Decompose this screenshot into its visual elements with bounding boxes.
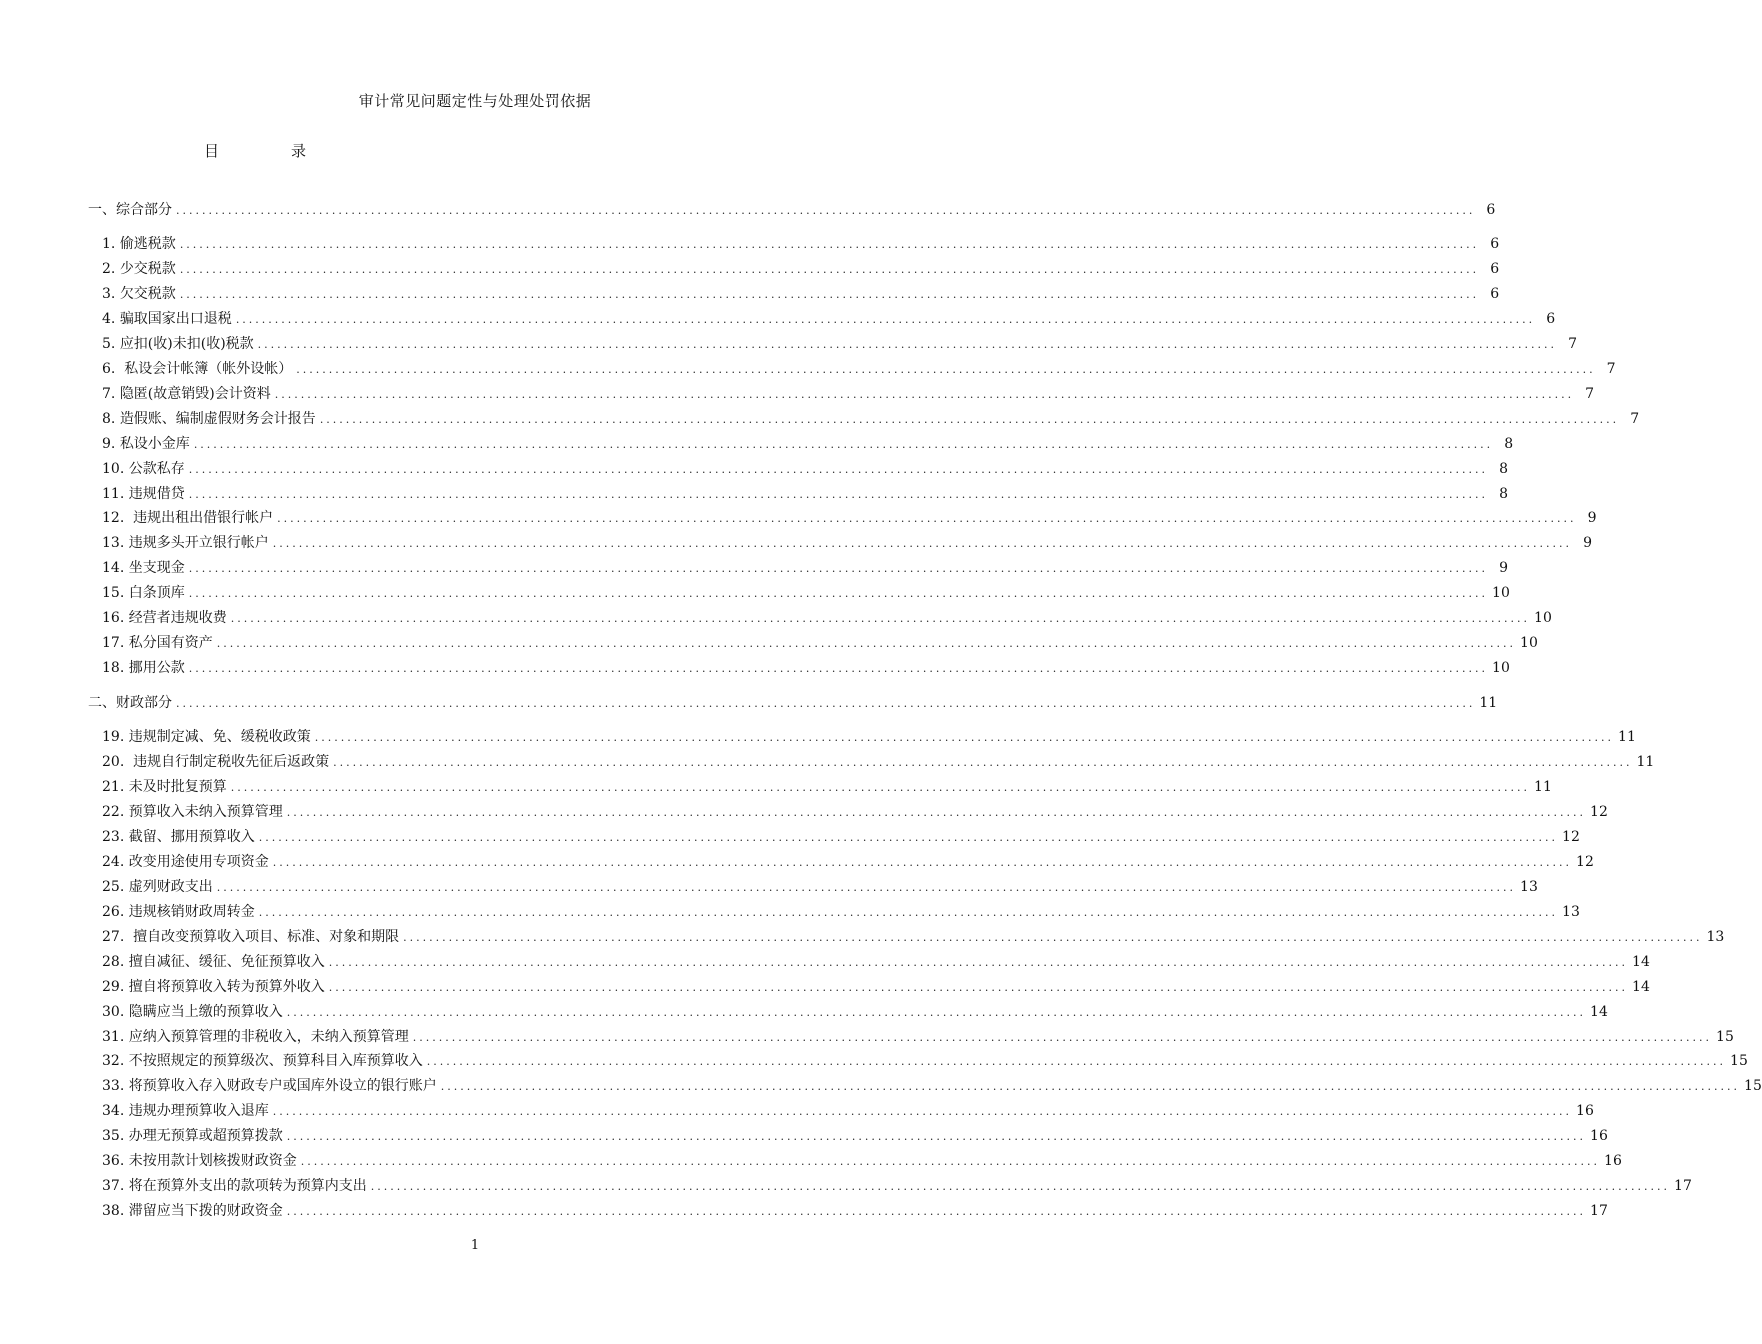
toc-entry-page: 11: [1618, 729, 1636, 746]
toc-leader-dots: ........................................................................................................................................................................................................: [328, 980, 1629, 994]
toc-entry-label: 滞留应当下拨的财政资金: [128, 1203, 283, 1220]
toc-entry-page: 16: [1576, 1103, 1594, 1120]
toc-entry-number: 20.: [102, 754, 134, 771]
toc-item-row[interactable]: [102, 977, 1650, 997]
toc-heading-char-1: 目: [204, 142, 220, 160]
toc-entry-number: 13.: [102, 535, 129, 552]
toc-entry-label: 不按照规定的预算级次、预算科目入库预算收入: [128, 1053, 423, 1070]
toc-item-row[interactable]: [102, 1051, 1748, 1071]
toc-entry-number: 5.: [102, 335, 120, 352]
toc-leader-dots: ........................................................................................................................................................................................................: [319, 412, 1620, 426]
toc-leader-dots: ........................................................................................................................................................................................................: [274, 387, 1575, 401]
toc-item-row[interactable]: [102, 359, 1616, 379]
toc-entry-label: 截留、挪用预算收入: [128, 828, 255, 845]
document-title: 审计常见问题定性与处理处罚依据: [358, 92, 592, 110]
toc-leader-dots: ........................................................................................................................................................................................................: [176, 697, 1476, 711]
toc-entry-number: 14.: [102, 560, 129, 577]
toc-entry-number: 32.: [102, 1053, 129, 1070]
toc-entry-number: 30.: [102, 1003, 129, 1020]
toc-item-row[interactable]: [102, 259, 1500, 279]
toc-entry-page: 12: [1576, 853, 1594, 870]
toc-entry-label: 白条顶库: [128, 585, 185, 602]
toc-leader-dots: ........................................................................................................................................................................................................: [333, 756, 1633, 770]
toc-entry-page: 9: [1587, 510, 1597, 527]
toc-leader-dots: ........................................................................................................................................................................................................: [188, 587, 1489, 601]
toc-item-row[interactable]: [102, 852, 1594, 872]
toc-entry-number: 19.: [102, 729, 129, 746]
toc-entry-page: 7: [1606, 360, 1616, 377]
toc-leader-dots: ........................................................................................................................................................................................................: [216, 880, 1517, 894]
toc-leader-dots: ........................................................................................................................................................................................................: [176, 204, 1476, 217]
toc-entry-number: 8.: [102, 410, 120, 427]
toc-entry-label: 经营者违规收费: [128, 610, 227, 627]
toc-entry-page: 6: [1546, 310, 1556, 327]
toc-entry-page: 6: [1490, 260, 1500, 277]
toc-leader-dots: ........................................................................................................................................................................................................: [286, 805, 1587, 819]
toc-entry-label: 擅自将预算收入转为预算外收入: [128, 978, 325, 995]
toc-leader-dots: ........................................................................................................................................................................................................: [277, 512, 1577, 526]
toc-leader-dots: ........................................................................................................................................................................................................: [370, 1180, 1671, 1194]
toc-leader-dots: ........................................................................................................................................................................................................: [188, 487, 1489, 501]
toc-leader-dots: ........................................................................................................................................................................................................: [179, 287, 1480, 301]
toc-leader-dots: ........................................................................................................................................................................................................: [286, 1205, 1587, 1219]
toc-entry-number: 12.: [102, 510, 134, 527]
toc-leader-dots: ........................................................................................................................................................................................................: [296, 362, 1596, 376]
toc-item-row[interactable]: [102, 952, 1650, 972]
toc-entry-number: 36.: [102, 1153, 129, 1170]
toc-item-row[interactable]: [102, 1151, 1622, 1171]
toc-entry-page: 9: [1583, 535, 1593, 552]
toc-entry-label: 改变用途使用专项资金: [128, 853, 269, 870]
toc-item-row[interactable]: [102, 558, 1509, 578]
toc-item-row[interactable]: [102, 533, 1593, 553]
toc-item-row[interactable]: [102, 727, 1636, 747]
toc-entry-number: 二、: [88, 695, 116, 712]
toc-item-row[interactable]: [102, 1101, 1594, 1121]
toc-item-row[interactable]: [102, 334, 1577, 354]
toc-item-row[interactable]: [102, 583, 1510, 603]
toc-leader-dots: ........................................................................................................................................................................................................: [272, 1105, 1573, 1119]
toc-heading-char-2: 录: [291, 142, 307, 160]
toc-item-row[interactable]: [102, 508, 1597, 528]
toc-entry-page: 11: [1534, 779, 1552, 795]
toc-item-row[interactable]: [102, 1201, 1608, 1221]
toc-entry-page: 10: [1534, 610, 1552, 627]
toc-item-row[interactable]: [102, 1176, 1692, 1196]
toc-entry-label: 将预算收入存入财政专户或国库外设立的银行账户: [128, 1078, 437, 1095]
toc-item-row[interactable]: [102, 658, 1510, 678]
toc-entry-label: 坐支现金: [128, 560, 185, 577]
toc-section-row[interactable]: [88, 200, 1496, 220]
toc-entry-label: 擅自减征、缓征、免征预算收入: [128, 953, 325, 970]
toc-entry-number: 27.: [102, 928, 134, 945]
toc-entry-label: 擅自改变预算收入项目、标准、对象和期限: [133, 928, 400, 945]
toc-entry-number: 15.: [102, 585, 129, 602]
toc-leader-dots: ........................................................................................................................................................................................................: [257, 337, 1557, 351]
toc-entry-page: 7: [1585, 385, 1595, 402]
toc-entry-label: 应纳入预算管理的非税收入，未纳入预算管理: [128, 1028, 409, 1045]
toc-entry-page: 10: [1520, 635, 1538, 652]
toc-item-row[interactable]: [102, 902, 1580, 922]
toc-leader-dots: ........................................................................................................................................................................................................: [272, 855, 1573, 869]
toc-item-row[interactable]: [102, 752, 1655, 772]
toc-item-row[interactable]: [102, 384, 1595, 404]
toc-entry-page: 13: [1706, 928, 1725, 945]
toc-entry-label: 应扣(收)未扣(收)税款: [119, 335, 254, 352]
toc-leader-dots: ........................................................................................................................................................................................................: [188, 462, 1489, 476]
toc-entry-number: 1.: [102, 236, 120, 252]
toc-entry-number: 6.: [102, 360, 125, 377]
toc-item-row[interactable]: [102, 484, 1509, 504]
toc-section-row[interactable]: [88, 693, 1498, 713]
toc-leader-dots: ........................................................................................................................................................................................................: [258, 905, 1559, 919]
toc-entry-number: 一、: [88, 202, 116, 218]
toc-leader-dots: ........................................................................................................................................................................................................: [188, 562, 1489, 576]
toc-entry-number: 16.: [102, 610, 129, 627]
toc-entry-number: 2.: [102, 260, 120, 277]
toc-entry-page: 6: [1490, 285, 1500, 302]
toc-leader-dots: ........................................................................................................................................................................................................: [314, 731, 1615, 745]
toc-entry-page: 6: [1486, 202, 1496, 218]
toc-entry-label: 综合部分: [116, 202, 172, 218]
toc-entry-number: 25.: [102, 878, 129, 895]
toc-entry-label: 未及时批复预算: [128, 779, 227, 795]
toc-entry-label: 违规制定减、免、缓税收政策: [128, 729, 311, 746]
toc-entry-label: 违规自行制定税收先征后返政策: [133, 754, 330, 771]
toc-entry-label: 私设会计帐簿（帐外设帐）: [124, 360, 293, 377]
toc-entry-page: 17: [1590, 1203, 1608, 1220]
page-number: 1: [470, 1238, 480, 1253]
toc-entry-number: 18.: [102, 660, 129, 677]
toc-item-row[interactable]: [102, 284, 1500, 304]
toc-entry-page: 11: [1636, 754, 1655, 771]
toc-item-row[interactable]: [102, 633, 1538, 653]
toc-entry-label: 违规多头开立银行帐户: [128, 535, 269, 552]
toc-entry-page: 10: [1492, 585, 1510, 602]
toc-entry-label: 私分国有资产: [128, 635, 213, 652]
toc-leader-dots: ........................................................................................................................................................................................................: [412, 1030, 1713, 1044]
toc-entry-page: 16: [1604, 1153, 1622, 1170]
toc-entry-number: 33.: [102, 1078, 129, 1095]
toc-entry-number: 34.: [102, 1103, 129, 1120]
toc-entry-page: 8: [1504, 435, 1514, 452]
toc-entry-page: 9: [1499, 560, 1509, 577]
toc-entry-number: 35.: [102, 1128, 129, 1145]
toc-leader-dots: ........................................................................................................................................................................................................: [216, 637, 1517, 651]
toc-entry-number: 3.: [102, 285, 120, 302]
toc-entry-label: 少交税款: [119, 260, 176, 277]
toc-entry-number: 37.: [102, 1178, 129, 1195]
toc-item-row[interactable]: [102, 1076, 1762, 1096]
toc-item-row[interactable]: [102, 1126, 1608, 1146]
toc-entry-label: 违规办理预算收入退库: [128, 1103, 269, 1120]
toc-entry-label: 财政部分: [116, 695, 172, 712]
toc-item-row[interactable]: [102, 234, 1500, 254]
toc-entry-number: 10.: [102, 460, 129, 477]
toc-entry-label: 偷逃税款: [119, 236, 176, 252]
toc-item-row[interactable]: [102, 802, 1608, 822]
toc-entry-page: 17: [1674, 1178, 1692, 1195]
toc-entry-number: 29.: [102, 978, 129, 995]
toc-entry-page: 7: [1630, 410, 1640, 427]
toc-entry-page: 16: [1590, 1128, 1608, 1145]
toc-leader-dots: ........................................................................................................................................................................................................: [188, 662, 1489, 676]
toc-entry-label: 骗取国家出口退税: [119, 310, 232, 327]
toc-leader-dots: ........................................................................................................................................................................................................: [440, 1080, 1741, 1094]
toc-entry-number: 4.: [102, 310, 120, 327]
toc-entry-page: 13: [1520, 878, 1538, 895]
toc-leader-dots: ........................................................................................................................................................................................................: [235, 312, 1536, 326]
toc-entry-page: 8: [1499, 485, 1509, 502]
toc-entry-label: 挪用公款: [128, 660, 185, 677]
toc-entry-number: 9.: [102, 435, 120, 452]
toc-entry-page: 11: [1479, 695, 1498, 712]
toc-item-row[interactable]: [102, 877, 1538, 897]
toc-entry-page: 14: [1590, 1003, 1608, 1020]
toc-leader-dots: ........................................................................................................................................................................................................: [179, 238, 1480, 251]
toc-entry-label: 欠交税款: [119, 285, 176, 302]
toc-entry-label: 违规核销财政周转金: [128, 903, 255, 920]
toc-item-row[interactable]: [102, 608, 1552, 628]
toc-item-row[interactable]: [102, 777, 1552, 797]
toc-leader-dots: ........................................................................................................................................................................................................: [426, 1055, 1727, 1069]
toc-leader-dots: ........................................................................................................................................................................................................: [193, 437, 1494, 451]
toc-entry-page: 15: [1744, 1078, 1762, 1095]
toc-entry-label: 违规出租出借银行帐户: [133, 510, 274, 527]
toc-leader-dots: ........................................................................................................................................................................................................: [230, 612, 1531, 626]
toc-entry-page: 12: [1590, 803, 1608, 820]
toc-entry-label: 私设小金库: [119, 435, 190, 452]
toc-entry-number: 21.: [102, 779, 129, 795]
toc-entry-label: 隐匿(故意销毁)会计资料: [119, 385, 271, 402]
toc-entry-page: 8: [1499, 460, 1509, 477]
toc-entry-label: 公款私存: [128, 460, 185, 477]
toc-entry-number: 17.: [102, 635, 129, 652]
toc-entry-page: 10: [1492, 660, 1510, 677]
toc-entry-label: 隐瞒应当上缴的预算收入: [128, 1003, 283, 1020]
toc-entry-page: 7: [1568, 335, 1577, 352]
toc-item-row[interactable]: [102, 827, 1580, 847]
toc-entry-label: 将在预算外支出的款项转为预算内支出: [128, 1178, 367, 1195]
toc-leader-dots: ........................................................................................................................................................................................................: [300, 1155, 1601, 1169]
toc-leader-dots: ........................................................................................................................................................................................................: [230, 781, 1531, 794]
toc-leader-dots: ........................................................................................................................................................................................................: [403, 930, 1703, 944]
toc-item-row[interactable]: [102, 309, 1556, 329]
toc-entry-label: 办理无预算或超预算拨款: [128, 1128, 283, 1145]
toc-entry-label: 预算收入未纳入预算管理: [128, 803, 283, 820]
toc-leader-dots: ........................................................................................................................................................................................................: [286, 1130, 1587, 1144]
toc-entry-number: 31.: [102, 1028, 129, 1045]
toc-entry-page: 14: [1632, 978, 1650, 995]
toc-leader-dots: ........................................................................................................................................................................................................: [328, 955, 1629, 969]
toc-entry-page: 6: [1490, 236, 1500, 252]
toc-leader-dots: ........................................................................................................................................................................................................: [179, 262, 1480, 276]
toc-item-row[interactable]: [102, 409, 1640, 429]
toc-entry-number: 24.: [102, 853, 129, 870]
toc-entry-label: 虚列财政支出: [128, 878, 213, 895]
toc-item-row[interactable]: [102, 1027, 1734, 1047]
toc-entry-label: 未按用款计划核拨财政资金: [128, 1153, 297, 1170]
toc-entry-number: 28.: [102, 953, 129, 970]
toc-entry-number: 7.: [102, 385, 120, 402]
toc-entry-number: 38.: [102, 1203, 129, 1220]
toc-entry-page: 15: [1716, 1028, 1734, 1045]
toc-entry-number: 23.: [102, 828, 129, 845]
toc-item-row[interactable]: [102, 459, 1509, 479]
toc-entry-label: 违规借贷: [128, 485, 185, 502]
toc-leader-dots: ........................................................................................................................................................................................................: [286, 1005, 1587, 1019]
toc-entry-label: 造假账、编制虚假财务会计报告: [119, 410, 316, 427]
toc-entry-page: 12: [1562, 828, 1580, 845]
toc-entry-page: 15: [1730, 1053, 1748, 1070]
toc-leader-dots: ........................................................................................................................................................................................................: [258, 830, 1559, 844]
toc-entry-page: 14: [1632, 953, 1650, 970]
toc-item-row[interactable]: [102, 1002, 1608, 1022]
toc-heading: [204, 140, 306, 161]
toc-entry-number: 22.: [102, 803, 129, 820]
toc-entry-number: 11.: [102, 485, 129, 502]
toc-item-row[interactable]: [102, 434, 1514, 454]
toc-leader-dots: ........................................................................................................................................................................................................: [272, 537, 1573, 551]
toc-entry-number: 26.: [102, 903, 129, 920]
toc-entry-page: 13: [1562, 903, 1580, 920]
toc-item-row[interactable]: [102, 927, 1725, 947]
